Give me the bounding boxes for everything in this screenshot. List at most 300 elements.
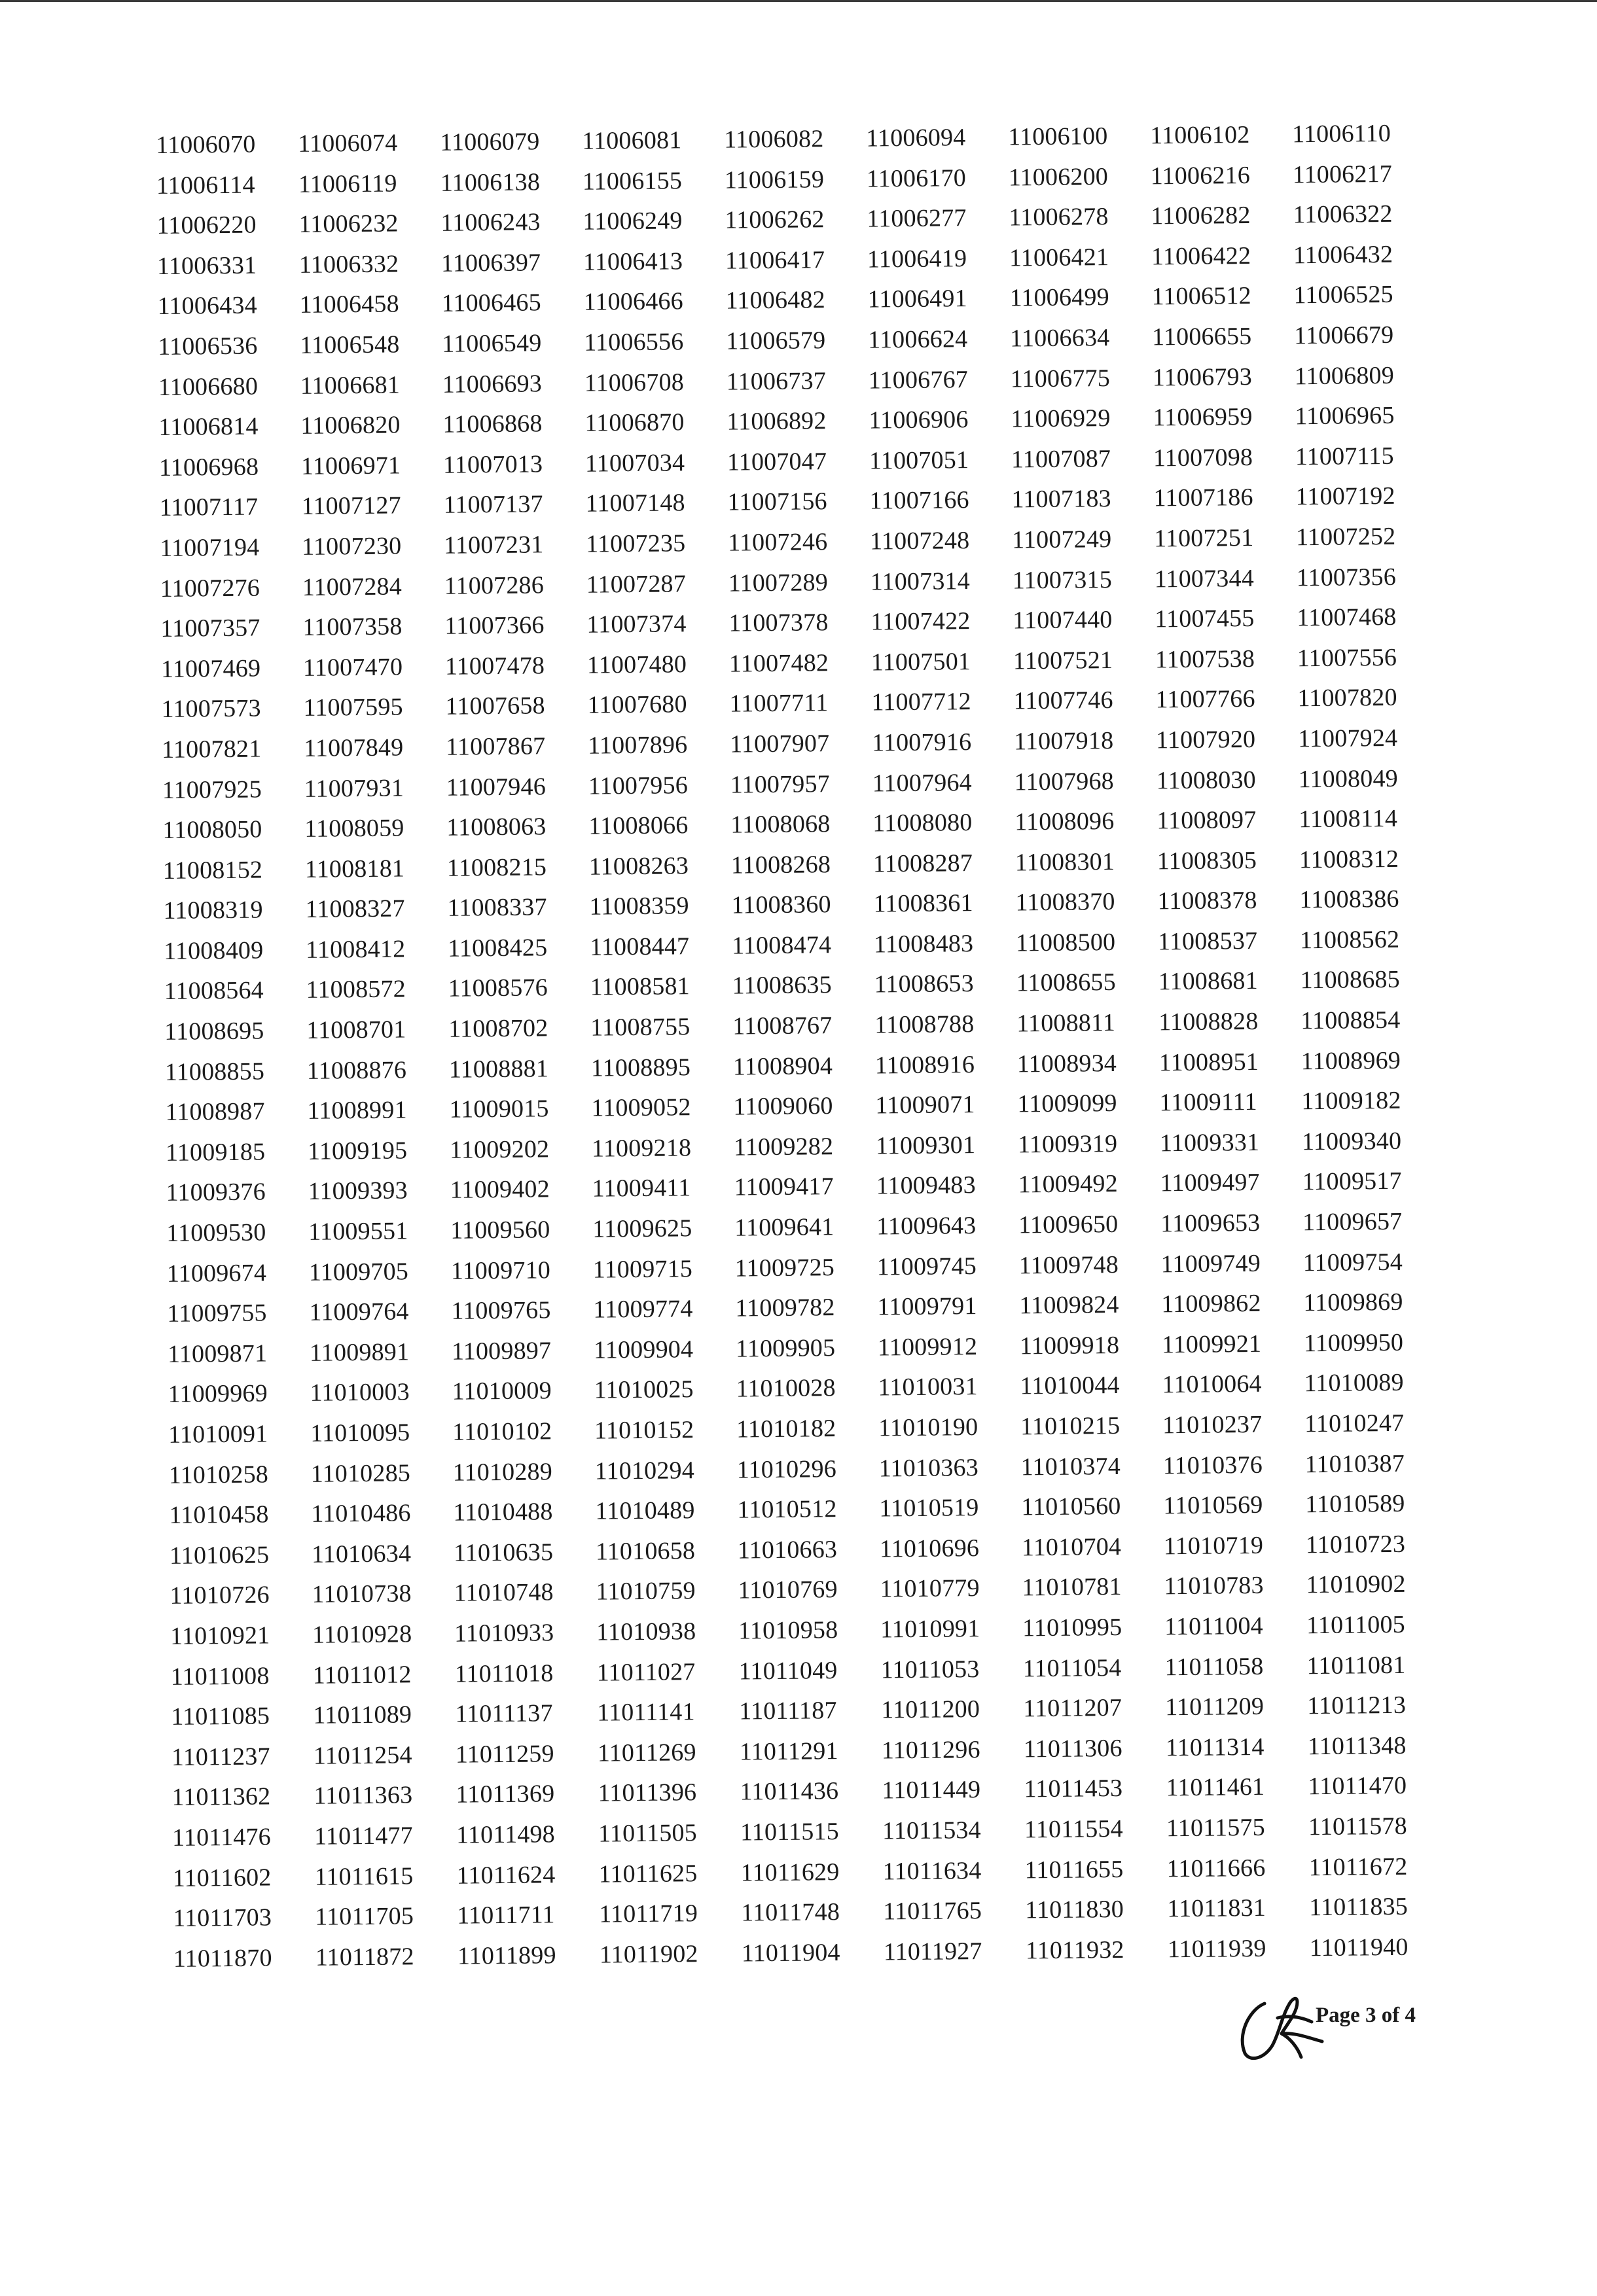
roll-number-cell: 11009530	[166, 1218, 266, 1247]
roll-number-cell: 11008811	[1016, 1009, 1116, 1038]
roll-number-cell: 11009754	[1302, 1248, 1403, 1277]
roll-number-cell: 11010635	[453, 1538, 554, 1567]
roll-number-cell: 11011476	[171, 1823, 272, 1852]
roll-number-cell: 11011624	[456, 1860, 556, 1890]
roll-number-cell: 11007964	[872, 768, 973, 798]
roll-number-cell: 11011054	[1022, 1653, 1122, 1682]
roll-number-cell: 11011927	[883, 1937, 982, 1966]
roll-number-cell: 11010091	[168, 1420, 268, 1449]
roll-number-cell: 11011629	[740, 1858, 840, 1887]
roll-number-cell: 11007315	[1012, 565, 1113, 594]
roll-number-cell: 11006548	[300, 330, 400, 359]
roll-number-cell: 11006243	[440, 208, 541, 238]
roll-number-cell: 11011296	[881, 1735, 980, 1765]
roll-number-cell: 11006094	[866, 124, 966, 152]
roll-number-cell: 11011515	[740, 1818, 840, 1846]
roll-number-cell: 11008483	[873, 929, 974, 959]
roll-number-cell: 11007924	[1297, 724, 1398, 753]
roll-number-cell: 11007358	[302, 612, 403, 642]
roll-number-cell: 11010064	[1162, 1370, 1262, 1399]
roll-number-cell: 11007087	[1011, 444, 1111, 474]
roll-number-cell: 11006419	[867, 244, 967, 274]
roll-number-cell: 11006793	[1152, 362, 1253, 391]
roll-number-cell: 11007907	[729, 730, 830, 758]
roll-number-cell: 11008378	[1157, 887, 1257, 915]
roll-number-cell: 11011209	[1165, 1693, 1265, 1722]
roll-number-cell: 11008500	[1015, 928, 1116, 957]
roll-number-cell: 11007931	[304, 773, 404, 803]
roll-number-cell: 11011899	[457, 1941, 556, 1970]
roll-number-cell: 11007284	[302, 572, 403, 601]
roll-number-cell: 11008576	[448, 974, 548, 1003]
roll-number-cell: 11010634	[311, 1540, 412, 1568]
roll-number-cell: 11007746	[1013, 686, 1113, 715]
roll-number-cell: 11007246	[727, 528, 828, 557]
roll-number-cell: 11008702	[448, 1014, 548, 1043]
roll-number-cell: 11006775	[1010, 364, 1111, 393]
roll-number-cell: 11006458	[299, 290, 400, 319]
roll-number-cell: 11010376	[1162, 1451, 1263, 1479]
roll-number-cell: 11011904	[741, 1938, 840, 1968]
roll-number-cell: 11007478	[444, 652, 545, 680]
roll-number-cell: 11010759	[596, 1577, 696, 1606]
roll-number-cell: 11011870	[173, 1944, 272, 1973]
roll-number-cell: 11006737	[726, 366, 827, 396]
roll-number-cell: 11011449	[882, 1776, 981, 1805]
roll-number-cell: 11009417	[734, 1173, 834, 1202]
roll-number-cell: 11010569	[1163, 1491, 1263, 1520]
roll-number-cell: 11007968	[1014, 767, 1115, 796]
roll-number-cell: 11006814	[158, 412, 259, 442]
roll-number-cell: 11006159	[724, 165, 825, 194]
roll-number-cell: 11010512	[737, 1495, 837, 1524]
roll-number-cell: 11010289	[452, 1457, 553, 1487]
roll-number-cell: 11010486	[311, 1499, 411, 1528]
roll-number-cell: 11008934	[1016, 1049, 1117, 1078]
roll-number-cell: 11007422	[870, 607, 971, 636]
roll-number-cell: 11009705	[308, 1258, 409, 1286]
roll-number-cell: 11007920	[1155, 725, 1256, 754]
roll-number-cell: 11009185	[165, 1138, 266, 1167]
roll-number-cell: 11010182	[736, 1415, 836, 1443]
roll-number-cell: 11006655	[1151, 322, 1252, 351]
roll-number-cell: 11008474	[731, 931, 832, 960]
roll-number-cell: 11007276	[160, 574, 260, 603]
roll-number-cell: 11008305	[1157, 846, 1257, 875]
roll-number-cell: 11006536	[158, 332, 258, 361]
roll-number-cell: 11009060	[733, 1092, 833, 1121]
roll-number-cell: 11011004	[1164, 1612, 1264, 1641]
roll-number-cell: 11008386	[1299, 885, 1399, 914]
roll-number-cell: 11009912	[877, 1332, 978, 1362]
roll-number-cell: 11006906	[869, 406, 969, 434]
roll-number-cell: 11006491	[867, 285, 968, 313]
roll-number-cell: 11008653	[874, 970, 975, 998]
roll-number-cell: 11007034	[584, 449, 685, 478]
roll-number-cell: 11009715	[592, 1254, 693, 1284]
roll-number-cell: 11011005	[1306, 1610, 1406, 1640]
roll-number-cell: 11008268	[730, 850, 831, 879]
roll-number-cell: 11006421	[1009, 243, 1109, 272]
roll-number-cell: 11009904	[593, 1335, 694, 1364]
roll-number-cell: 11011207	[1023, 1694, 1122, 1723]
roll-number-cell: 11006417	[725, 245, 825, 275]
roll-number-cell: 11007230	[301, 532, 402, 561]
roll-number-cell: 11008581	[590, 972, 691, 1002]
roll-number-cell: 11009765	[451, 1296, 551, 1325]
roll-number-cell: 11011137	[455, 1699, 553, 1728]
roll-number-cell: 11011200	[881, 1695, 980, 1724]
roll-number-cell: 11011141	[597, 1698, 695, 1727]
roll-number-cell: 11008312	[1299, 845, 1399, 874]
roll-number-cell: 11007820	[1297, 684, 1397, 713]
roll-number-cell: 11007918	[1013, 726, 1114, 756]
roll-number-cell: 11010958	[738, 1616, 838, 1645]
roll-number-cell: 11011634	[882, 1856, 982, 1885]
roll-number-cell: 11008537	[1157, 927, 1258, 956]
roll-number-cell: 11008360	[731, 891, 831, 919]
roll-number-cell: 11007115	[1295, 442, 1394, 471]
roll-number-cell: 11010489	[595, 1496, 695, 1525]
roll-number-cell: 11007896	[587, 731, 688, 760]
roll-number-cell: 11006217	[1292, 160, 1393, 188]
roll-number-cell: 11009749	[1160, 1249, 1261, 1278]
roll-number-cell: 11007469	[160, 654, 261, 683]
roll-number-cell: 11006868	[442, 410, 543, 438]
roll-number-cell: 11011027	[596, 1657, 696, 1687]
roll-number-cell: 11010991	[880, 1614, 980, 1644]
roll-number-cell: 11008114	[1299, 804, 1398, 834]
roll-number-cell: 11011012	[312, 1660, 412, 1689]
page-footer	[1224, 1969, 1433, 2068]
roll-number-cell: 11007440	[1013, 606, 1113, 635]
roll-number-cell: 11011575	[1166, 1813, 1266, 1843]
roll-number-cell: 11009182	[1301, 1087, 1401, 1116]
roll-number-cell: 11010748	[454, 1578, 554, 1608]
roll-number-cell: 11011625	[598, 1859, 698, 1888]
roll-number-cell: 11010719	[1163, 1531, 1264, 1561]
roll-number-cell: 11009710	[450, 1256, 551, 1285]
roll-number-cell: 11011765	[883, 1897, 982, 1926]
roll-number-cell: 11009301	[875, 1131, 976, 1160]
roll-number-cell: 11006074	[298, 129, 398, 158]
roll-number-cell: 11010663	[737, 1535, 838, 1564]
roll-number-cell: 11008059	[304, 814, 404, 843]
roll-number-cell: 11008301	[1014, 847, 1115, 877]
roll-number-cell: 11006512	[1151, 282, 1251, 311]
roll-number-cell: 11011470	[1308, 1772, 1407, 1801]
roll-number-cell: 11008097	[1157, 806, 1257, 835]
roll-number-cell: 11009748	[1018, 1250, 1119, 1280]
roll-number-cell: 11006809	[1294, 361, 1395, 390]
roll-number-cell: 11008063	[446, 813, 547, 841]
roll-number-cell: 11008096	[1014, 807, 1115, 836]
roll-number-cell: 11008635	[732, 971, 833, 1000]
roll-number-cell: 11011705	[315, 1902, 414, 1931]
roll-number-cell: 11006465	[441, 289, 542, 318]
roll-number-cell: 11007468	[1297, 603, 1397, 632]
roll-number-cell: 11011461	[1166, 1773, 1265, 1802]
roll-number-cell: 11011835	[1309, 1892, 1409, 1922]
roll-number-cell: 11009015	[449, 1095, 549, 1124]
roll-number-cell: 11008828	[1158, 1007, 1259, 1036]
roll-number-cell: 11009745	[876, 1252, 977, 1281]
roll-number-cell: 11009376	[166, 1178, 266, 1207]
roll-number-cell: 11011008	[170, 1662, 270, 1691]
roll-number-cell: 11007482	[728, 648, 829, 678]
roll-number-cell: 11006892	[727, 407, 827, 436]
roll-number-cell: 11006216	[1150, 161, 1251, 190]
roll-number-cell: 11009111	[1159, 1088, 1257, 1117]
roll-number-cell: 11007916	[871, 728, 972, 757]
roll-number-cell: 11007378	[728, 609, 829, 637]
roll-number-cell: 11008425	[447, 934, 548, 963]
roll-number-cell: 11010089	[1304, 1369, 1404, 1398]
roll-number-cell: 11008409	[163, 936, 264, 965]
roll-number-cell: 11009218	[591, 1134, 692, 1163]
roll-number-cell: 11006767	[868, 365, 969, 395]
roll-number-cell: 11009282	[733, 1132, 834, 1161]
roll-number-cell: 11009791	[877, 1292, 977, 1321]
roll-number-cell: 11006870	[584, 408, 685, 437]
roll-number-cell: 11010458	[169, 1500, 269, 1530]
roll-number-cell: 11007047	[727, 447, 827, 476]
roll-number-cell: 11007480	[586, 650, 687, 679]
roll-number-cell: 11006422	[1151, 241, 1251, 271]
roll-number-cell: 11006549	[442, 329, 542, 358]
roll-number-cell: 11007186	[1153, 484, 1253, 512]
roll-number-cell: 11010488	[453, 1498, 553, 1527]
roll-number-cell: 11006525	[1293, 281, 1393, 309]
roll-number-cell: 11010921	[170, 1621, 270, 1650]
roll-number-cell: 11008991	[307, 1096, 407, 1125]
roll-number-cell: 11009071	[875, 1091, 975, 1120]
roll-number-cell: 11006100	[1008, 122, 1108, 151]
roll-number-cell: 11011534	[882, 1816, 982, 1845]
roll-number-cell: 11009411	[592, 1174, 691, 1203]
roll-number-cell: 11007821	[161, 735, 262, 764]
roll-number-cell: 11010190	[878, 1413, 978, 1442]
roll-number-cell: 11011237	[171, 1742, 270, 1771]
roll-number-cell: 11006499	[1009, 283, 1109, 312]
roll-number-cell: 11010374	[1020, 1452, 1121, 1481]
roll-number-cell: 11008916	[874, 1050, 975, 1080]
roll-number-cell: 11008066	[588, 811, 689, 840]
roll-number-cell: 11008337	[447, 893, 547, 923]
roll-number-cell: 11006081	[582, 126, 682, 155]
roll-number-cell: 11011655	[1024, 1855, 1124, 1884]
roll-number-cell: 11011306	[1023, 1734, 1122, 1763]
roll-number-cell: 11006102	[1150, 120, 1250, 150]
roll-number-cell: 11011748	[741, 1898, 840, 1927]
roll-number-cell: 11010933	[454, 1619, 554, 1648]
roll-number-cell: 11008685	[1300, 966, 1401, 995]
roll-number-cell: 11010009	[452, 1377, 552, 1406]
roll-number-cell: 11011348	[1307, 1731, 1407, 1760]
roll-number-cell: 11008327	[305, 894, 405, 924]
roll-number-cell: 11011719	[599, 1899, 698, 1928]
roll-number-cell: 11010025	[594, 1375, 694, 1405]
roll-number-cell: 11009755	[167, 1299, 267, 1328]
roll-number-cell: 11010783	[1164, 1572, 1264, 1600]
roll-number-cell: 11008987	[165, 1097, 265, 1127]
roll-number-cell: 11006579	[726, 327, 826, 355]
roll-number-cell: 11009340	[1301, 1127, 1402, 1156]
roll-number-cell: 11011872	[315, 1943, 414, 1971]
roll-number-cell: 11009641	[734, 1213, 834, 1242]
roll-number-cell: 11007194	[159, 533, 260, 562]
roll-number-cell: 11008681	[1158, 967, 1259, 996]
roll-number-cell: 11006079	[440, 128, 540, 156]
roll-number-cell: 11008370	[1015, 888, 1115, 917]
roll-number-cell: 11007366	[444, 611, 545, 640]
roll-number-cell: 11009918	[1019, 1331, 1120, 1360]
roll-number-cell: 11011672	[1308, 1852, 1408, 1881]
roll-number-cell: 11008951	[1158, 1048, 1259, 1077]
roll-number-cell: 11007374	[586, 610, 687, 639]
roll-number-cell: 11011554	[1024, 1814, 1124, 1844]
roll-number-cell: 11008361	[873, 889, 973, 918]
roll-number-cell: 11010294	[594, 1456, 695, 1485]
roll-number-cell: 11006556	[584, 328, 684, 357]
roll-number-cell: 11009871	[167, 1339, 268, 1368]
roll-number-cell: 11007501	[870, 647, 971, 677]
roll-number-cell: 11008904	[732, 1051, 833, 1081]
number-grid	[156, 113, 1452, 1979]
roll-number-cell: 11010938	[596, 1617, 696, 1646]
roll-number-cell: 11006432	[1293, 240, 1393, 270]
roll-number-cell: 11009551	[308, 1217, 408, 1246]
roll-number-cell: 11008655	[1016, 968, 1117, 997]
roll-number-cell: 11006397	[440, 249, 541, 277]
roll-number-cell: 11006262	[725, 205, 825, 234]
roll-number-cell: 11009099	[1017, 1089, 1117, 1118]
roll-number-cell: 11011615	[314, 1862, 414, 1891]
roll-number-cell: 11011940	[1309, 1933, 1409, 1962]
roll-number-cell: 11008359	[589, 892, 689, 921]
roll-number-cell: 11011831	[1167, 1894, 1266, 1923]
roll-number-cell: 11009921	[1161, 1330, 1262, 1359]
roll-number-cell: 11010738	[312, 1580, 412, 1609]
roll-number-cell: 11008876	[306, 1056, 407, 1085]
scan-edge-line	[0, 0, 1597, 2]
roll-number-cell: 11008855	[164, 1057, 265, 1086]
roll-number-cell: 11006434	[157, 291, 258, 321]
roll-number-cell: 11006466	[583, 287, 684, 317]
roll-number-cell: 11011939	[1167, 1934, 1266, 1964]
roll-number-cell: 11011578	[1308, 1812, 1408, 1841]
roll-number-cell: 11009650	[1018, 1210, 1119, 1239]
roll-number-cell: 11007289	[728, 568, 829, 597]
roll-number-cell: 11009393	[308, 1176, 408, 1206]
roll-number-cell: 11007573	[161, 694, 261, 724]
roll-number-cell: 11007957	[730, 769, 831, 799]
roll-number-cell: 11009725	[734, 1253, 835, 1282]
roll-number-cell: 11007166	[869, 486, 969, 515]
roll-number-cell: 11007314	[870, 567, 971, 596]
roll-number-cell: 11007235	[585, 529, 686, 558]
roll-number-cell: 11008215	[446, 853, 547, 882]
roll-number-cell: 11007051	[869, 446, 969, 475]
roll-number-cell: 11008181	[304, 855, 405, 883]
roll-number-cell: 11007712	[871, 688, 971, 716]
roll-number-cell: 11010044	[1020, 1371, 1120, 1400]
roll-number-cell: 11009625	[592, 1214, 692, 1243]
roll-number-cell: 11007956	[588, 771, 689, 800]
roll-number-cell: 11011830	[1025, 1896, 1124, 1924]
roll-number-cell: 11009202	[449, 1135, 550, 1164]
roll-number-cell: 11011314	[1165, 1733, 1265, 1762]
roll-number-cell: 11008701	[306, 1016, 406, 1044]
roll-number-cell: 11010779	[880, 1574, 980, 1603]
roll-number-cell: 11011505	[598, 1819, 698, 1848]
roll-number-cell: 11006277	[867, 204, 967, 233]
roll-number-cell: 11006322	[1293, 200, 1393, 229]
roll-number-cell: 11006971	[300, 451, 401, 480]
roll-number-cell: 11010696	[879, 1534, 980, 1563]
roll-number-cell: 11006155	[582, 166, 683, 196]
roll-number-cell: 11010387	[1304, 1449, 1405, 1478]
roll-number-cell: 11007658	[445, 692, 545, 721]
roll-number-cell: 11007231	[443, 531, 544, 559]
roll-number-cell: 11010296	[736, 1455, 837, 1484]
roll-number-cell: 11007595	[303, 693, 403, 722]
roll-number-cell: 11011018	[454, 1659, 554, 1688]
roll-number-cell: 11009657	[1302, 1207, 1403, 1237]
roll-number-cell: 11009052	[591, 1093, 691, 1122]
roll-number-cell: 11007183	[1011, 485, 1111, 514]
roll-number-cell: 11009764	[309, 1298, 409, 1327]
roll-number-cell: 11008152	[162, 856, 263, 885]
roll-number-cell: 11007521	[1013, 646, 1113, 675]
roll-number-cell: 11007098	[1153, 443, 1253, 472]
roll-number-cell: 11010902	[1306, 1570, 1406, 1599]
roll-number-cell: 11010152	[594, 1416, 694, 1445]
roll-number-cell: 11009862	[1161, 1290, 1261, 1318]
roll-number-cell: 11010095	[310, 1419, 410, 1447]
roll-number-cell: 11009774	[593, 1295, 693, 1324]
roll-number-cell: 11010285	[310, 1458, 411, 1488]
roll-number-cell: 11006070	[156, 130, 256, 159]
roll-number-cell: 11007192	[1295, 482, 1395, 511]
roll-number-cell: 11009402	[450, 1175, 550, 1205]
roll-number-cell: 11011902	[599, 1939, 698, 1969]
roll-number-cell: 11010003	[310, 1378, 410, 1407]
roll-number-cell: 11011436	[740, 1777, 839, 1806]
roll-number-cell: 11011932	[1025, 1935, 1124, 1965]
roll-number-cell: 11009782	[735, 1294, 835, 1322]
roll-number-cell: 11008969	[1301, 1046, 1401, 1075]
roll-number-cell: 11007156	[727, 487, 827, 516]
roll-number-cell: 11006681	[300, 371, 401, 400]
roll-number-cell: 11008447	[589, 932, 690, 961]
roll-number-cell: 11008564	[164, 976, 264, 1006]
roll-number-cell: 11007286	[444, 571, 545, 600]
roll-number-cell: 11011602	[172, 1863, 272, 1892]
roll-number-cell: 11007711	[729, 689, 829, 718]
roll-number-cell: 11011058	[1164, 1652, 1264, 1681]
roll-number-cell: 11009331	[1159, 1128, 1260, 1157]
roll-number-cell: 11011081	[1306, 1651, 1406, 1680]
roll-number-cell: 11006110	[1292, 119, 1391, 149]
roll-number-cell: 11007287	[586, 569, 687, 599]
roll-number-cell: 11007137	[443, 490, 543, 520]
roll-number-cell: 11007249	[1011, 525, 1112, 554]
roll-number-cell: 11008412	[305, 935, 406, 964]
roll-number-cell: 11006413	[583, 247, 683, 276]
roll-number-cell: 11006200	[1008, 162, 1109, 192]
roll-number-cell: 11009891	[309, 1338, 410, 1367]
